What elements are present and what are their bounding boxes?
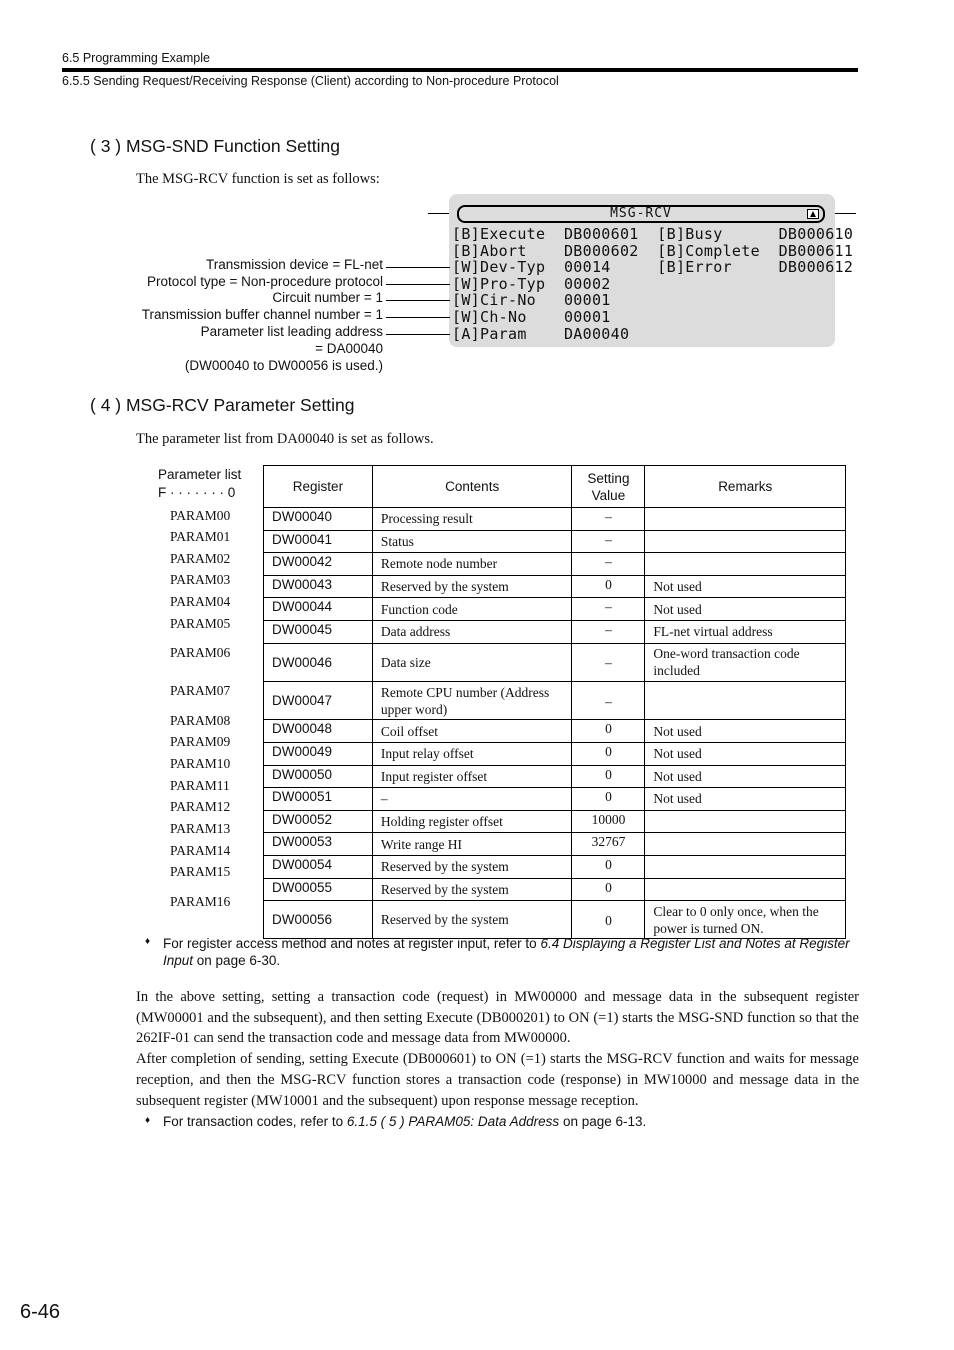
register-cell: DW00049 (264, 742, 373, 765)
column-header-register: Register (264, 466, 373, 508)
contents-cell: Data size (372, 643, 572, 681)
contents-cell: Processing result (372, 508, 572, 531)
remarks-cell: Clear to 0 only once, when the power is turned ON. (645, 901, 846, 939)
function-block-row: [W]Pro-Typ 00002 (452, 275, 611, 293)
table-row (264, 855, 846, 878)
remarks-cell (645, 553, 846, 576)
value-cell: 0 (572, 855, 645, 878)
parameter-list-bits: F · · · · · · · 0 (158, 485, 236, 500)
remarks-cell (645, 833, 846, 856)
register-cell: DW00048 (264, 720, 373, 743)
input-lead-line (428, 213, 450, 214)
function-block-row: [B]Execute DB000601 [B]Busy DB000610 (452, 225, 854, 243)
section-4-intro: The parameter list from DA00040 is set as follows. (136, 431, 434, 447)
section-3-intro: The MSG-RCV function is set as follows: (136, 171, 380, 187)
remarks-cell (645, 855, 846, 878)
param-name: PARAM14 (170, 843, 231, 858)
param-name: PARAM05 (170, 616, 231, 631)
note-text: For register access method and notes at register input, refer to (163, 936, 541, 951)
param-name: PARAM13 (170, 821, 231, 836)
table-row (264, 810, 846, 833)
contents-cell: Reserved by the system (372, 878, 572, 901)
value-cell: – (572, 643, 645, 681)
table-row (264, 765, 846, 788)
remarks-cell: FL-net virtual address (645, 620, 846, 643)
connector-line (386, 284, 450, 285)
column-header-setting-value: Setting Value (572, 466, 645, 508)
table-row (264, 575, 846, 598)
param-name: PARAM03 (170, 572, 231, 587)
register-cell: DW00056 (264, 901, 373, 939)
value-cell: – (572, 508, 645, 531)
note-transaction-codes (163, 1113, 863, 1130)
contents-cell: Coil offset (372, 720, 572, 743)
param-name: PARAM15 (170, 864, 231, 879)
paragraph: After completion of sending, setting Execute (DB000601) to ON (=1) starts the MSG-RCV function and waits for message reception, and then the MSG-RCV function stores a transaction code (response) in MW10000 and message data in the subsequent register (MW10001 and the subsequent) upon response message reception. (136, 1051, 859, 1109)
connector-line (386, 300, 450, 301)
output-lead-line (834, 213, 856, 214)
table-row (264, 643, 846, 681)
register-cell: DW00042 (264, 553, 373, 576)
note-text: For transaction codes, refer to (163, 1114, 347, 1129)
register-cell: DW00053 (264, 833, 373, 856)
connector-line (386, 267, 450, 268)
remarks-cell: Not used (645, 742, 846, 765)
remarks-cell (645, 508, 846, 531)
value-cell: 0 (572, 765, 645, 788)
note-reference: 6.1.5 ( 5 ) PARAM05: Data Address (346, 1114, 560, 1129)
paragraph: In the above setting, setting a transaction code (request) in MW00000 and message data in the subsequent register (MW00001 and the subsequent), and then setting Execute (DB000201) to ON (=1) starts the MSG-SND function so that the 262IF-01 can send the transaction code and message data from MW00000. (136, 989, 859, 1047)
value-cell: 0 (572, 788, 645, 811)
value-cell: 32767 (572, 833, 645, 856)
param-name: PARAM10 (170, 756, 231, 771)
value-cell: – (572, 681, 645, 719)
param-name: PARAM09 (170, 734, 231, 749)
table-row (264, 901, 846, 939)
table-row (264, 530, 846, 553)
table-row (264, 620, 846, 643)
register-cell: DW00054 (264, 855, 373, 878)
remarks-cell: One-word transaction code included (645, 643, 846, 681)
param-name: PARAM06 (170, 645, 231, 660)
value-cell: 0 (572, 720, 645, 743)
header-section: 6.5 Programming Example (62, 51, 210, 65)
param-name: PARAM12 (170, 799, 231, 814)
column-header-remarks: Remarks (645, 466, 846, 508)
label-buffer-channel: Transmission buffer channel number = 1 (141, 307, 383, 322)
remarks-cell: Not used (645, 575, 846, 598)
function-block-row: [A]Param DA00040 (452, 325, 630, 343)
remarks-cell (645, 878, 846, 901)
function-block-row: [W]Dev-Typ 00014 [B]Error DB000612 (452, 258, 854, 276)
page-number: 6-46 (20, 1301, 61, 1323)
remarks-cell: Not used (645, 720, 846, 743)
value-cell: – (572, 530, 645, 553)
param-name: PARAM04 (170, 594, 231, 609)
contents-cell: Remote node number (372, 553, 572, 576)
function-block-row: [B]Abort DB000602 [B]Complete DB000611 (452, 242, 854, 260)
register-cell: DW00044 (264, 598, 373, 621)
label-transmission-device: Transmission device = FL-net (206, 257, 383, 272)
remarks-cell: Not used (645, 788, 846, 811)
register-cell: DW00047 (264, 681, 373, 719)
table-header-row (264, 466, 846, 508)
remarks-cell: Not used (645, 765, 846, 788)
section-3-title: ( 3 ) MSG-SND Function Setting (90, 136, 340, 156)
param-name: PARAM02 (170, 551, 231, 566)
contents-cell: Remote CPU number (Address upper word) (372, 681, 572, 719)
body-text (136, 987, 859, 1111)
register-cell: DW00045 (264, 620, 373, 643)
remarks-cell (645, 530, 846, 553)
table-row (264, 598, 846, 621)
value-cell: – (572, 620, 645, 643)
table-row (264, 878, 846, 901)
contents-cell: – (372, 788, 572, 811)
contents-cell: Status (372, 530, 572, 553)
param-name: PARAM07 (170, 683, 231, 698)
bullet-icon: ♦ (145, 936, 151, 947)
param-name: PARAM00 (170, 508, 231, 523)
parameter-table (263, 465, 846, 939)
column-header-contents: Contents (372, 466, 572, 508)
value-cell: – (572, 553, 645, 576)
value-cell: 10000 (572, 810, 645, 833)
contents-cell: Holding register offset (372, 810, 572, 833)
header-rule (62, 68, 858, 72)
table-row (264, 681, 846, 719)
register-cell: DW00051 (264, 788, 373, 811)
contents-cell: Input relay offset (372, 742, 572, 765)
register-cell: DW00041 (264, 530, 373, 553)
table-row (264, 508, 846, 531)
register-cell: DW00050 (264, 765, 373, 788)
function-block-row: [W]Cir-No 00001 (452, 291, 611, 309)
register-cell: DW00043 (264, 575, 373, 598)
note-text: on page 6-13. (559, 1114, 647, 1129)
contents-cell: Data address (372, 620, 572, 643)
function-block-title-bar (457, 205, 825, 223)
contents-cell: Write range HI (372, 833, 572, 856)
note-reference: 6.4 Displaying a Register List and Notes at Register Input (163, 936, 850, 968)
connector-line (386, 317, 450, 318)
table-row (264, 720, 846, 743)
table-row (264, 742, 846, 765)
table-row (264, 833, 846, 856)
register-cell: DW00040 (264, 508, 373, 531)
label-parameter-range: (DW00040 to DW00056 is used.) (184, 358, 383, 373)
bullet-icon: ♦ (145, 1115, 151, 1126)
parameter-list-header (158, 466, 241, 502)
warning-icon (807, 209, 819, 219)
register-cell: DW00055 (264, 878, 373, 901)
value-cell: – (572, 598, 645, 621)
connector-line (386, 334, 450, 335)
register-cell: DW00052 (264, 810, 373, 833)
label-protocol-type: Protocol type = Non-procedure protocol (146, 274, 383, 289)
contents-cell: Function code (372, 598, 572, 621)
function-block-row: [W]Ch-No 00001 (452, 308, 611, 326)
param-name: PARAM11 (170, 778, 230, 793)
remarks-cell (645, 810, 846, 833)
param-name: PARAM01 (170, 529, 231, 544)
note-register-access (163, 935, 863, 969)
param-name: PARAM16 (170, 894, 231, 909)
header-subsection: 6.5.5 Sending Request/Receiving Response (Client) according to Non-procedure Protocol (62, 74, 559, 88)
remarks-cell (645, 681, 846, 719)
table-row (264, 553, 846, 576)
table-row (264, 788, 846, 811)
value-cell: 0 (572, 878, 645, 901)
label-parameter-address: = DA00040 (315, 341, 383, 356)
contents-cell: Input register offset (372, 765, 572, 788)
register-cell: DW00046 (264, 643, 373, 681)
parameter-list-label: Parameter list (158, 467, 242, 482)
remarks-cell: Not used (645, 598, 846, 621)
contents-cell: Reserved by the system (372, 901, 572, 939)
contents-cell: Reserved by the system (372, 855, 572, 878)
label-parameter-list: Parameter list leading address (200, 324, 383, 339)
section-4-title: ( 4 ) MSG-RCV Parameter Setting (90, 395, 355, 415)
contents-cell: Reserved by the system (372, 575, 572, 598)
value-cell: 0 (572, 901, 645, 939)
function-block-title: MSG-RCV (610, 206, 672, 221)
value-cell: 0 (572, 575, 645, 598)
param-name: PARAM08 (170, 713, 231, 728)
note-text: on page 6-30. (193, 953, 281, 968)
value-cell: 0 (572, 742, 645, 765)
label-circuit-number: Circuit number = 1 (272, 290, 383, 305)
